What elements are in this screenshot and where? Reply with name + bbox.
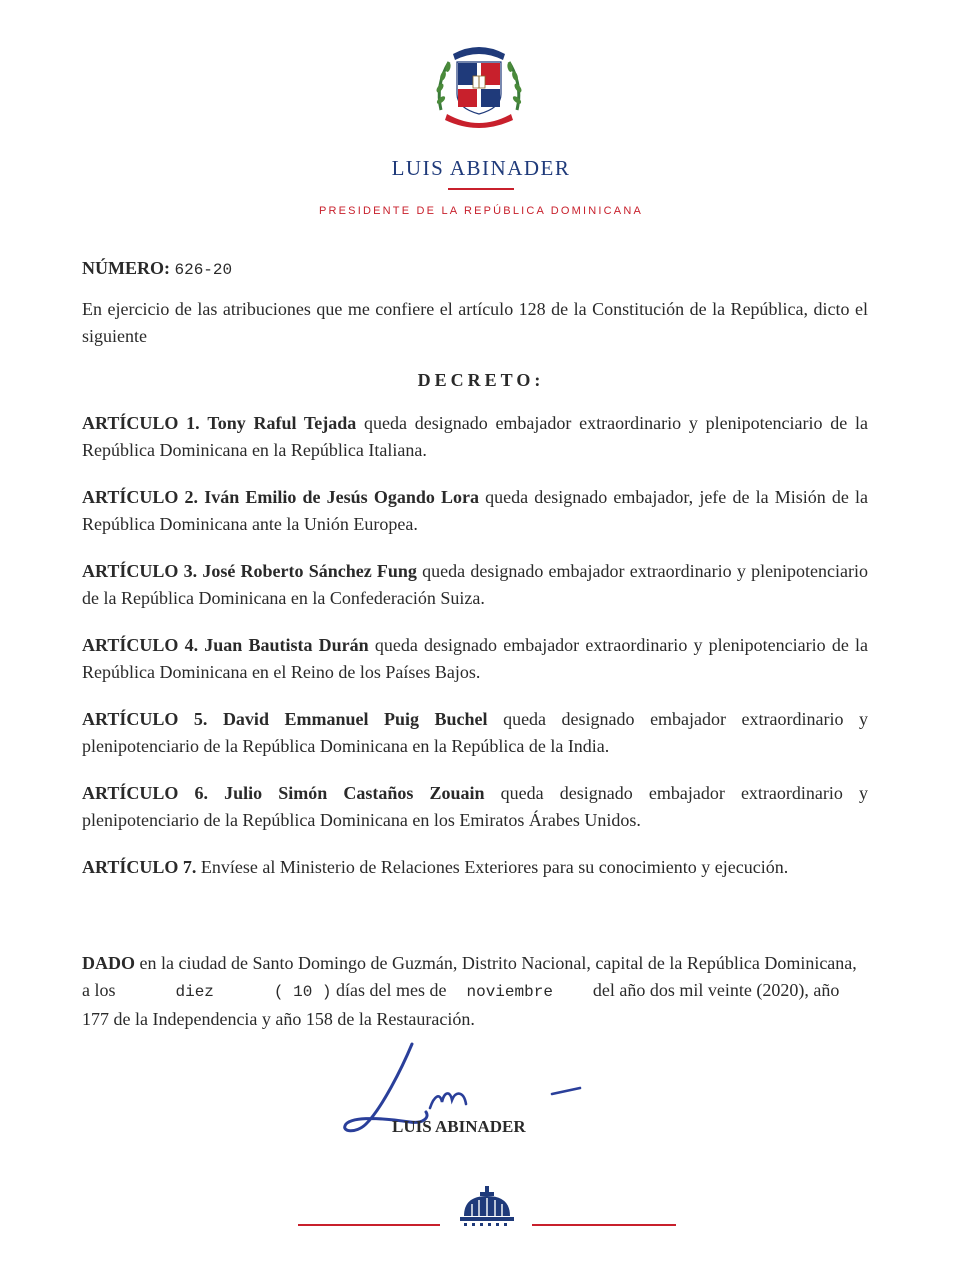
day-number: ( 10 ) — [273, 983, 332, 1001]
article-appointee: David Emmanuel Puig Buchel — [222, 709, 488, 729]
day-in-words: diez — [175, 983, 214, 1001]
intro-paragraph: En ejercicio de las atribuciones que me confiere el artículo 128 de la Constitución de la República, dicto el siguiente — [82, 299, 868, 346]
header-divider — [448, 188, 514, 190]
decree-number-label: NÚMERO: — [82, 258, 170, 278]
footer-rule-right — [532, 1224, 676, 1226]
article-label: ARTÍCULO 4. — [82, 635, 199, 655]
article-6 — [82, 780, 868, 834]
decree-number — [82, 258, 232, 279]
article-text: queda designado embajador extraordinario y plenipotenciario de la República Dominicana en la República Italiana. — [82, 413, 868, 460]
article-appointee: Tony Raful Tejada — [207, 413, 357, 433]
national-palace-dome-icon — [458, 1186, 516, 1228]
president-title: PRESIDENTE DE LA REPÚBLICA DOMINICANA — [318, 205, 644, 217]
dado-label: DADO — [82, 953, 135, 973]
president-name: LUIS ABINADER — [391, 156, 571, 180]
article-text: queda designado embajador extraordinario y plenipotenciario de la República Dominicana en la Confederación Suiza. — [82, 561, 869, 608]
dado-text-1: en la ciudad de Santo Domingo de Guzmán, Distrito Nacional, capital de la República Dominicana, a los — [82, 953, 857, 1000]
article-2 — [82, 484, 868, 538]
dado-text-2: días del mes de — [336, 980, 447, 1000]
decree-number-value: 626-20 — [174, 261, 233, 279]
article-label: ARTÍCULO 3. — [82, 561, 198, 581]
article-label: ARTÍCULO 6. — [82, 783, 208, 803]
article-7 — [82, 854, 868, 881]
article-text: queda designado embajador extraordinario y plenipotenciario de la República Dominicana en la República de la India. — [82, 709, 869, 756]
article-1 — [82, 410, 868, 464]
article-appointee: José Roberto Sánchez Fung — [202, 561, 417, 581]
footer-rule-left — [298, 1224, 440, 1226]
article-appointee: Iván Emilio de Jesús Ogando Lora — [204, 487, 479, 507]
article-label: ARTÍCULO 2. — [82, 487, 199, 507]
article-5 — [82, 706, 868, 760]
article-label: ARTÍCULO 1. — [82, 413, 200, 433]
month-name: noviembre — [466, 983, 553, 1001]
decreto-heading: DECRETO: — [417, 370, 545, 390]
signatory-name: LUIS ABINADER — [392, 1117, 526, 1136]
dado-text-3: del año dos mil veinte (2020), año 177 de la Independencia y año 158 de la Restauración. — [82, 980, 840, 1029]
dado-paragraph — [82, 950, 868, 1033]
article-text: queda designado embajador, jefe de la Misión de la República Dominicana ante la Unión Europea. — [82, 487, 869, 534]
article-appointee: Juan Bautista Durán — [204, 635, 369, 655]
article-text: Envíese al Ministerio de Relaciones Exteriores para su conocimiento y ejecución. — [200, 857, 789, 877]
article-label: ARTÍCULO 7. — [82, 857, 197, 877]
coat-of-arms-seal — [431, 40, 527, 132]
article-text: queda designado embajador extraordinario y plenipotenciario de la República Dominicana en el Reino de los Países Bajos. — [82, 635, 868, 682]
article-appointee: Julio Simón Castaños Zouain — [224, 783, 485, 803]
article-3 — [82, 558, 868, 612]
article-text: queda designado embajador extraordinario y plenipotenciario de la República Dominicana en los Emiratos Árabes Unidos. — [82, 783, 869, 830]
article-4 — [82, 632, 868, 686]
article-label: ARTÍCULO 5. — [82, 709, 208, 729]
